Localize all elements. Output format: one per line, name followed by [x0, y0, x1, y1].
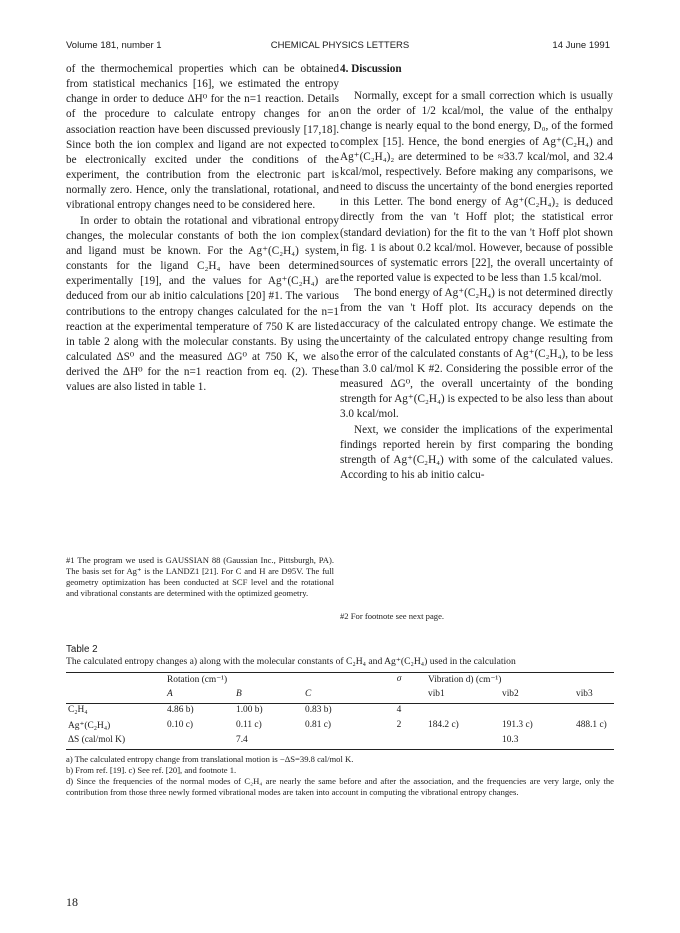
running-header-date: 14 June 1991 — [552, 40, 610, 51]
running-header-journal: CHEMICAL PHYSICS LETTERS — [270, 40, 410, 51]
row-label: Ag⁺(C₂H₄) — [68, 721, 111, 731]
cell-sigma — [372, 734, 426, 750]
cell-vib3 — [574, 704, 614, 720]
left-footnote: #1 The program we used is GAUSSIAN 88 (Gaussian Inc., Pittsburgh, PA). The basis set for Ag⁺ is the LANDZ1 [21]. For C and H are D95V. The full geometry optimization has been conducted at SCF level and the rotational and vibrational constants are determined with the optimized geometry. — [66, 555, 334, 598]
col-header-vib2: vib2 — [500, 688, 574, 704]
table-2 — [66, 644, 614, 798]
right-paragraph-1: Normally, except for a small correction which is usually on the order of 1/2 kcal/mol, the value of the enthalpy change is nearly equal to the bond energy, D₀, of the formed complex [15]. Hence, the bond energies of Ag⁺(C₂H₄) and Ag⁺(C₂H₄)₂ are determined to be ≈33.7 kcal/mol, and 32.4 kcal/mol, respectively. Before making any comparisons, we need to discuss the uncertainty of the bond energies reported in this Letter. The bond energy of Ag⁺(C₂H₄)₂ is deduced directly from the van 't Hoff plot; the statistical error (standard deviation) for the fit to the van 't Hoff plot shown in fig. 1 is about 0.2 kcal/mol. However, because of possible sources of systematic errors [22], the overall uncertainty of the reported value is expected to be less than 1.5 kcal/mol. — [340, 90, 613, 285]
running-header-volume: Volume 181, number 1 — [66, 40, 162, 51]
cell-vib2: 191.3 c) — [502, 720, 533, 730]
cell-B: 1.00 b) — [236, 705, 263, 715]
row-label: ΔS (cal/mol K) — [66, 734, 165, 750]
table-row — [66, 704, 614, 720]
table-note-d: d) Since the frequencies of the normal modes of C₂H₄ are nearly the same before and after the association, and the frequencies are very large, only the contribution from those three newly formed vibrational modes are taken into account in computing the vibrational entropy changes. — [66, 776, 614, 797]
table-label: Table 2 — [66, 644, 98, 655]
entropy-table — [66, 672, 614, 750]
col-header-vib1: vib1 — [426, 688, 500, 704]
cell-A — [165, 734, 234, 750]
cell-B: 0.11 c) — [236, 720, 262, 730]
col-header-vib3: vib3 — [574, 688, 614, 704]
vibration-header: Vibration d) (cm⁻¹) — [426, 673, 614, 689]
left-paragraph-1: of the thermochemical properties which can be obtained from statistical mechanics [16], we estimated the entropy change in order to deduce ΔH⁰ for the n=1 reaction. Details of the procedure to calculate entropy changes for an association reaction have been discussed previously [17,18]. Since both the ion complex and ligand are not expected to be electronically excited under the conditions of the experiment, the contribution from the electronic part is normally zero. Hence, only the translational, rotational, and vibrational entropy changes need to be considered here. — [66, 63, 339, 212]
table-notes — [66, 754, 614, 798]
right-paragraph-2: The bond energy of Ag⁺(C₂H₄) is not determined directly from the van 't Hoff plot. Its accuracy depends on the accuracy of the calculated entropy change. We estimate the uncertainty of the calculated entropy change resulting from the error of the calculated constants of Ag⁺(C₂H₄), to be less than 3.0 cal/mol K #2. Considering the possible error of the measured ΔG⁰, the overall uncertainty of the bonding strength for Ag⁺(C₂H₄) is expected to be also less than about 3.0 kcal/mol. — [340, 287, 613, 421]
cell-C: 0.83 b) — [305, 705, 332, 715]
table-note-a: a) The calculated entropy change from translational motion is −ΔS=39.8 cal/mol K. — [66, 754, 354, 764]
rotation-header: Rotation (cm⁻¹) — [165, 673, 372, 689]
cell-C — [303, 734, 372, 750]
col-header-B: B — [234, 688, 303, 704]
right-paragraph-3: Next, we consider the implications of the experimental findings reported herein by first comparing the bonding strength of Ag⁺(C₂H₄) with some of the calculated values. According to his ab initio calcu- — [340, 423, 613, 482]
cell-vib3 — [574, 734, 614, 750]
cell-A: 0.10 c) — [167, 720, 194, 730]
cell-vib1: 184.2 c) — [428, 720, 459, 730]
col-header-A: A — [165, 688, 234, 704]
col-header-C: C — [303, 688, 372, 704]
cell-vib2: 10.3 — [500, 734, 574, 750]
right-column — [340, 62, 613, 483]
cell-C: 0.81 c) — [305, 720, 332, 730]
cell-sigma: 4 — [396, 705, 402, 715]
table-group-header-row — [66, 673, 614, 689]
cell-vib1 — [426, 734, 500, 750]
table-row — [66, 734, 614, 750]
cell-B: 7.4 — [234, 734, 303, 750]
table-row — [66, 719, 614, 734]
cell-A: 4.86 b) — [167, 705, 194, 715]
left-paragraph-2: In order to obtain the rotational and vibrational entropy changes, the molecular constants of both the ion complex and ligand must be known. For the Ag⁺(C₂H₄) system, constants for the ligand C₂H₄ have been determined experimentally [19], and the values for Ag⁺(C₂H₄) are deduced from our ab initio calculations [20] #1. The various contributions to the entropy changes calculated for the n=1 reaction at the experimental temperature of 750 K are listed in table 2 along with the molecular constants. By using the calculated ΔS⁰ and the measured ΔG⁰ at 750 K, we also derived the ΔH⁰ for the n=1 reaction from eq. (2). These values are also listed in table 1. — [66, 214, 339, 394]
table-note-bc: b) From ref. [19]. c) See ref. [20], and footnote 1. — [66, 765, 237, 775]
table-caption: The calculated entropy changes a) along with the molecular constants of C₂H₄ and Ag⁺(C₂H₄) used in the calculation — [66, 656, 516, 667]
table-sub-header-row — [66, 688, 614, 704]
cell-sigma: 2 — [396, 720, 402, 730]
right-footnote: #2 For footnote see next page. — [340, 611, 445, 621]
row-label: C₂H₄ — [68, 705, 88, 715]
cell-vib2 — [500, 704, 574, 720]
sigma-header: σ — [372, 673, 426, 689]
section-heading: 4. Discussion — [340, 63, 402, 75]
left-column — [66, 62, 339, 395]
cell-vib3: 488.1 c) — [576, 720, 607, 730]
page-number: 18 — [66, 895, 78, 909]
cell-vib1 — [426, 704, 500, 720]
